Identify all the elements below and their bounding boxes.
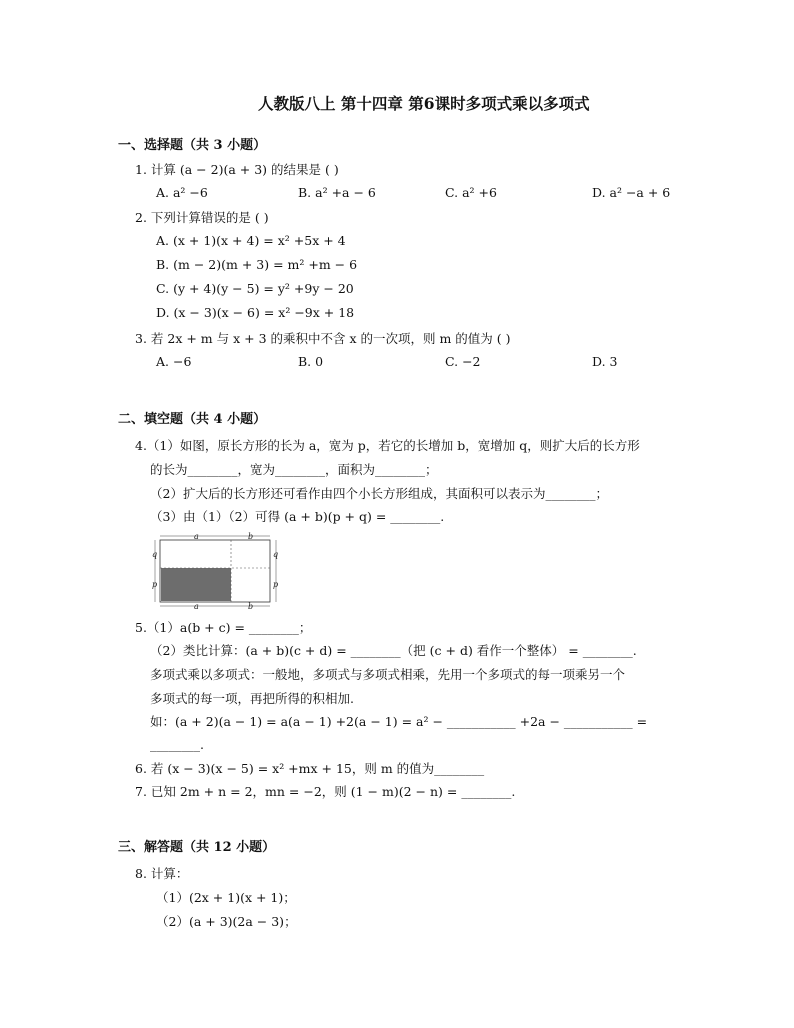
q1-option-b: B. a² +a − 6 <box>298 185 376 200</box>
question-4-line-4: （3）由（1）（2）可得 (a + b)(p + q) = ________. <box>150 509 445 524</box>
section-heading-fill: 二、填空题（共 4 小题） <box>118 412 267 427</box>
question-8-part-2: （2）(a + 3)(2a − 3)； <box>156 914 297 929</box>
question-4-line-2: 的长为________，宽为________，面积为________； <box>150 462 438 477</box>
question-8-part-1: （1）(2x + 1)(x + 1)； <box>156 890 296 905</box>
figure-label-q-left: q <box>152 550 158 559</box>
question-5-line-6: ________. <box>150 737 204 752</box>
figure-label-b-top: b <box>248 532 254 541</box>
question-5-line-2: （2）类比计算：(a + b)(c + d) = ________（把 (c + d) 看作一个整体） = ________. <box>150 643 637 658</box>
question-6: 6. 若 (x − 3)(x − 5) = x² +mx + 15，则 m 的值为________ <box>135 761 485 776</box>
q1-option-d: D. a² −a + 6 <box>592 185 671 200</box>
q3-option-a: A. −6 <box>156 354 192 369</box>
q3-option-c: C. −2 <box>445 354 481 369</box>
q3-option-b: B. 0 <box>298 354 324 369</box>
question-4-line-3: （2）扩大后的长方形还可看作由四个小长方形组成，其面积可以表示为________； <box>150 486 608 501</box>
question-8: 8. 计算： <box>135 866 189 881</box>
figure-label-p-right: p <box>273 580 279 589</box>
q2-option-d: D. (x − 3)(x − 6) = x² −9x + 18 <box>156 305 355 320</box>
figure-label-a-bottom: a <box>194 602 199 610</box>
figure-label-p-left: p <box>152 580 158 589</box>
question-5-line-1: 5.（1）a(b + c) = ________； <box>135 620 312 635</box>
page-title: 人教版八上 第十四章 第6课时多项式乘以多项式 <box>258 94 590 113</box>
q2-option-c: C. (y + 4)(y − 5) = y² +9y − 20 <box>156 281 354 296</box>
question-3: 3. 若 2x + m 与 x + 3 的乘积中不含 x 的一次项，则 m 的值为 ( ) <box>135 331 511 346</box>
figure-label-q-right: q <box>273 550 279 559</box>
figure-label-a-top: a <box>194 532 199 541</box>
question-5-line-3: 多项式乘以多项式：一般地，多项式与多项式相乘，先用一个多项式的每一项乘另一个 <box>150 667 626 682</box>
question-1: 1. 计算 (a − 2)(a + 3) 的结果是 ( ) <box>135 162 339 177</box>
q2-option-a: A. (x + 1)(x + 4) = x² +5x + 4 <box>156 233 346 248</box>
q1-option-c: C. a² +6 <box>445 185 497 200</box>
question-2: 2. 下列计算错误的是 ( ) <box>135 210 269 225</box>
question-7: 7. 已知 2m + n = 2，mn = −2，则 (1 − m)(2 − n) = ________. <box>135 784 516 799</box>
figure-label-b-bottom: b <box>248 602 254 610</box>
question-5-line-5: 如：(a + 2)(a − 1) = a(a − 1) +2(a − 1) = a² − ___________ +2a − ___________ = <box>150 714 648 729</box>
q2-option-b: B. (m − 2)(m + 3) = m² +m − 6 <box>156 257 358 272</box>
q3-option-d: D. 3 <box>592 354 618 369</box>
question-4-line-1: 4.（1）如图，原长方形的长为 a，宽为 p，若它的长增加 b，宽增加 q，则扩大后的长方形 <box>135 438 640 453</box>
question-5-line-4: 多项式的每一项，再把所得的积相加. <box>150 691 354 706</box>
rectangle-figure <box>150 532 282 610</box>
q1-option-a: A. a² −6 <box>156 185 208 200</box>
section-heading-answer: 三、解答题（共 12 小题） <box>118 840 276 855</box>
section-heading-choice: 一、选择题（共 3 小题） <box>118 138 267 153</box>
